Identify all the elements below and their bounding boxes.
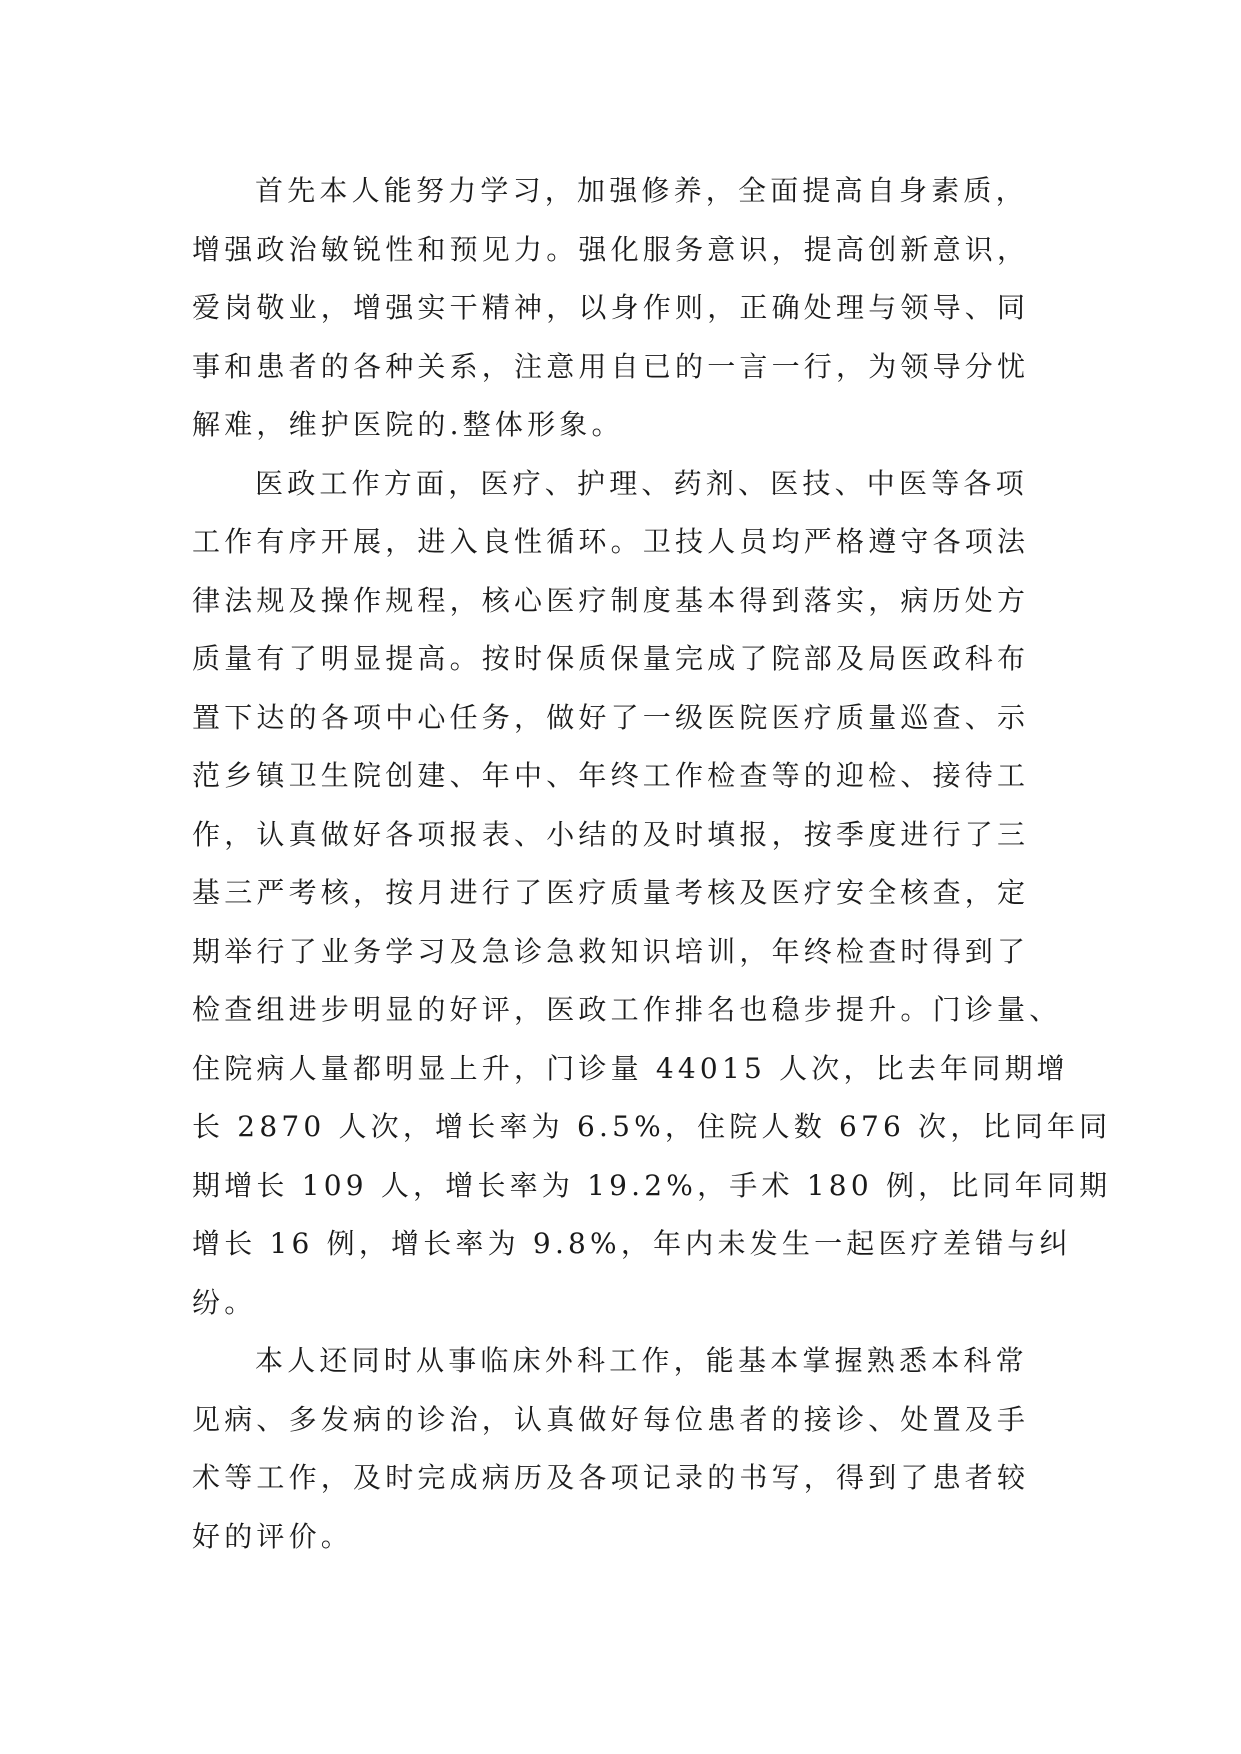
text-line: 增长 16 例，增长率为 9.8%，年内未发生一起医疗差错与纠: [192, 1227, 1072, 1260]
paragraph-self-improvement: [192, 162, 1072, 455]
text-line: 工作有序开展，进入良性循环。卫技人员均严格遵守各项法: [192, 525, 1030, 558]
text-line: 首先本人能努力学习，加强修养，全面提高自身素质，: [255, 174, 1028, 207]
text-line: 作，认真做好各项报表、小结的及时填报，按季度进行了三: [192, 817, 1030, 851]
text-line: 置下达的各项中心任务，做好了一级医院医疗质量巡查、示: [192, 700, 1030, 734]
text-line: 增强政治敏锐性和预见力。强化服务意识，提高创新意识，: [192, 232, 1030, 266]
text-line: 好的评价。: [192, 1519, 354, 1553]
text-line: 解难，维护医院的.整体形象。: [192, 408, 624, 441]
text-line: 范乡镇卫生院创建、年中、年终工作检查等的迎检、接待工: [192, 759, 1030, 792]
text-line: 本人还同时从事临床外科工作，能基本掌握熟悉本科常: [255, 1344, 1028, 1377]
paragraph-clinical-work: [192, 1332, 1072, 1566]
text-line: 医政工作方面，医疗、护理、药剂、医技、中医等各项: [255, 466, 1028, 500]
text-line: 期增长 109 人，增长率为 19.2%，手术 180 例，比同年同期: [192, 1168, 1112, 1202]
text-line: 检查组进步明显的好评，医政工作排名也稳步提升。门诊量、: [192, 993, 1062, 1026]
text-line: 爱岗敬业，增强实干精神，以身作则，正确处理与领导、同: [192, 291, 1030, 324]
text-line: 见病、多发病的诊治，认真做好每位患者的接诊、处置及手: [192, 1402, 1030, 1436]
text-line: 质量有了明显提高。按时保质保量完成了院部及局医政科布: [192, 642, 1030, 675]
document-body: [192, 162, 1112, 1566]
text-line: 律法规及操作规程，核心医疗制度基本得到落实，病历处方: [192, 583, 1030, 617]
text-line: 事和患者的各种关系，注意用自已的一言一行，为领导分忧: [192, 349, 1030, 383]
text-line: 基三严考核，按月进行了医疗质量考核及医疗安全核查，定: [192, 876, 1030, 909]
paragraph-medical-administration: [192, 455, 1112, 1333]
text-line: 纷。: [192, 1285, 257, 1319]
text-line: 长 2870 人次，增长率为 6.5%，住院人数 676 次，比同年同: [192, 1110, 1112, 1143]
text-line: 期举行了业务学习及急诊急救知识培训，年终检查时得到了: [192, 934, 1030, 968]
text-line: 住院病人量都明显上升，门诊量 44015 人次，比去年同期增: [192, 1051, 1069, 1085]
text-line: 术等工作，及时完成病历及各项记录的书写，得到了患者较: [192, 1461, 1030, 1494]
